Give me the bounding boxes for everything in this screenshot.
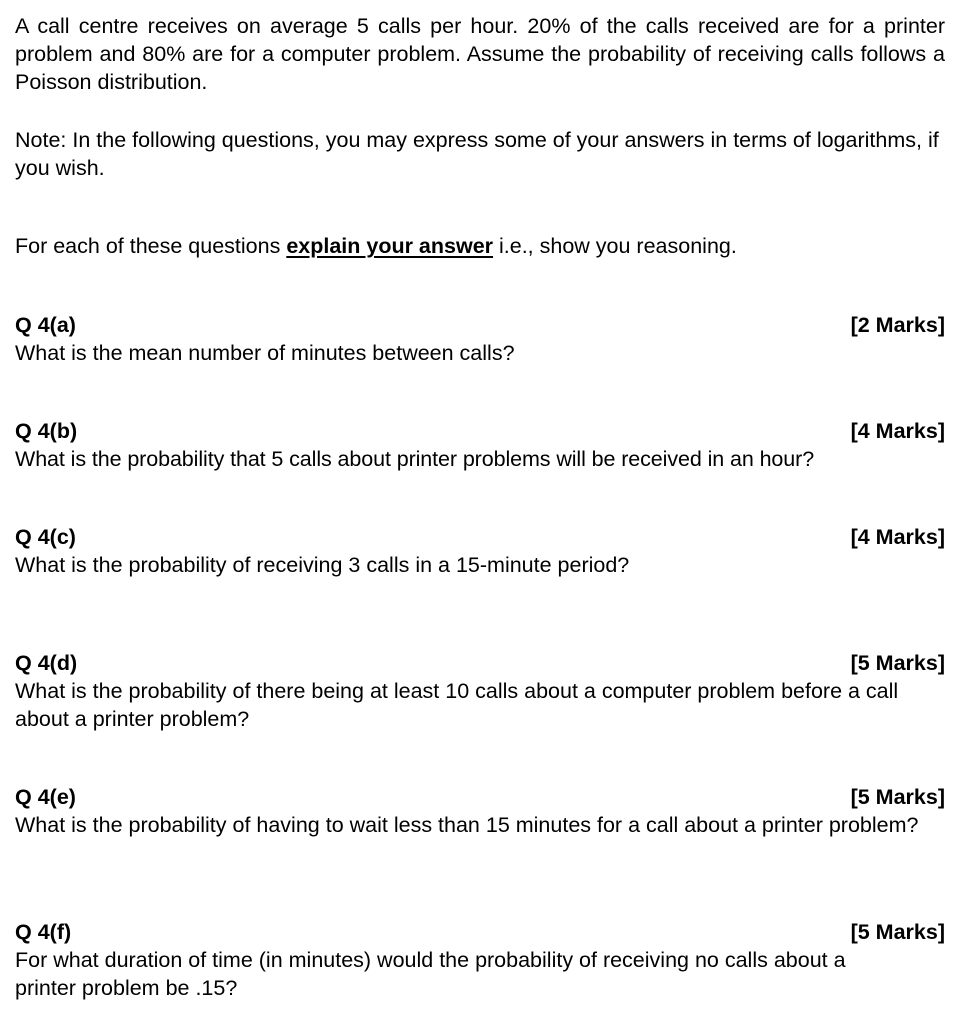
question-4c [15,523,945,579]
instruction-emphasis: explain your answer [286,234,494,258]
question-marks: [2 Marks] [850,313,945,337]
question-header [15,523,945,551]
note-paragraph: Note: In the following questions, you may express some of your answers in terms of logarithms, if you wish. [15,128,939,180]
question-marks: [5 Marks] [850,785,945,809]
question-label: Q 4(e) [15,785,76,809]
question-4d [15,649,945,733]
question-4f [15,918,945,1002]
question-marks: [5 Marks] [850,920,945,944]
question-label: Q 4(d) [15,651,78,675]
question-marks: [4 Marks] [850,525,945,549]
instruction-paragraph [15,232,945,260]
question-text: What is the probability of receiving 3 calls in a 15-minute period? [15,553,630,577]
question-header [15,311,945,339]
question-4b [15,417,945,473]
question-text: What is the probability of having to wait less than 15 minutes for a call about a printer problem? [15,813,919,837]
instruction-after: i.e., show you reasoning. [493,234,737,258]
question-marks: [5 Marks] [850,651,945,675]
question-header [15,417,945,445]
question-text: What is the mean number of minutes between calls? [15,341,515,365]
question-text: What is the probability of there being at least 10 calls about a computer problem before a call about a printer problem? [15,679,899,731]
question-text: What is the probability that 5 calls about printer problems will be received in an hour? [15,447,815,471]
question-header [15,783,945,811]
question-label: Q 4(b) [15,419,78,443]
intro-paragraph: A call centre receives on average 5 calls per hour. 20% of the calls received are for a printer problem and 80% are for a computer problem. Assume the probability of receiving calls follows a Poisson distribution. [15,14,945,94]
question-text: For what duration of time (in minutes) would the probability of receiving no calls about a printer problem be .15? [15,948,846,1000]
question-4e [15,783,945,839]
question-header [15,918,945,946]
instruction-before: For each of these questions [15,234,287,258]
question-label: Q 4(c) [15,525,76,549]
question-marks: [4 Marks] [850,419,945,443]
question-label: Q 4(a) [15,313,76,337]
question-4a [15,311,945,367]
question-header [15,649,945,677]
question-label: Q 4(f) [15,920,72,944]
